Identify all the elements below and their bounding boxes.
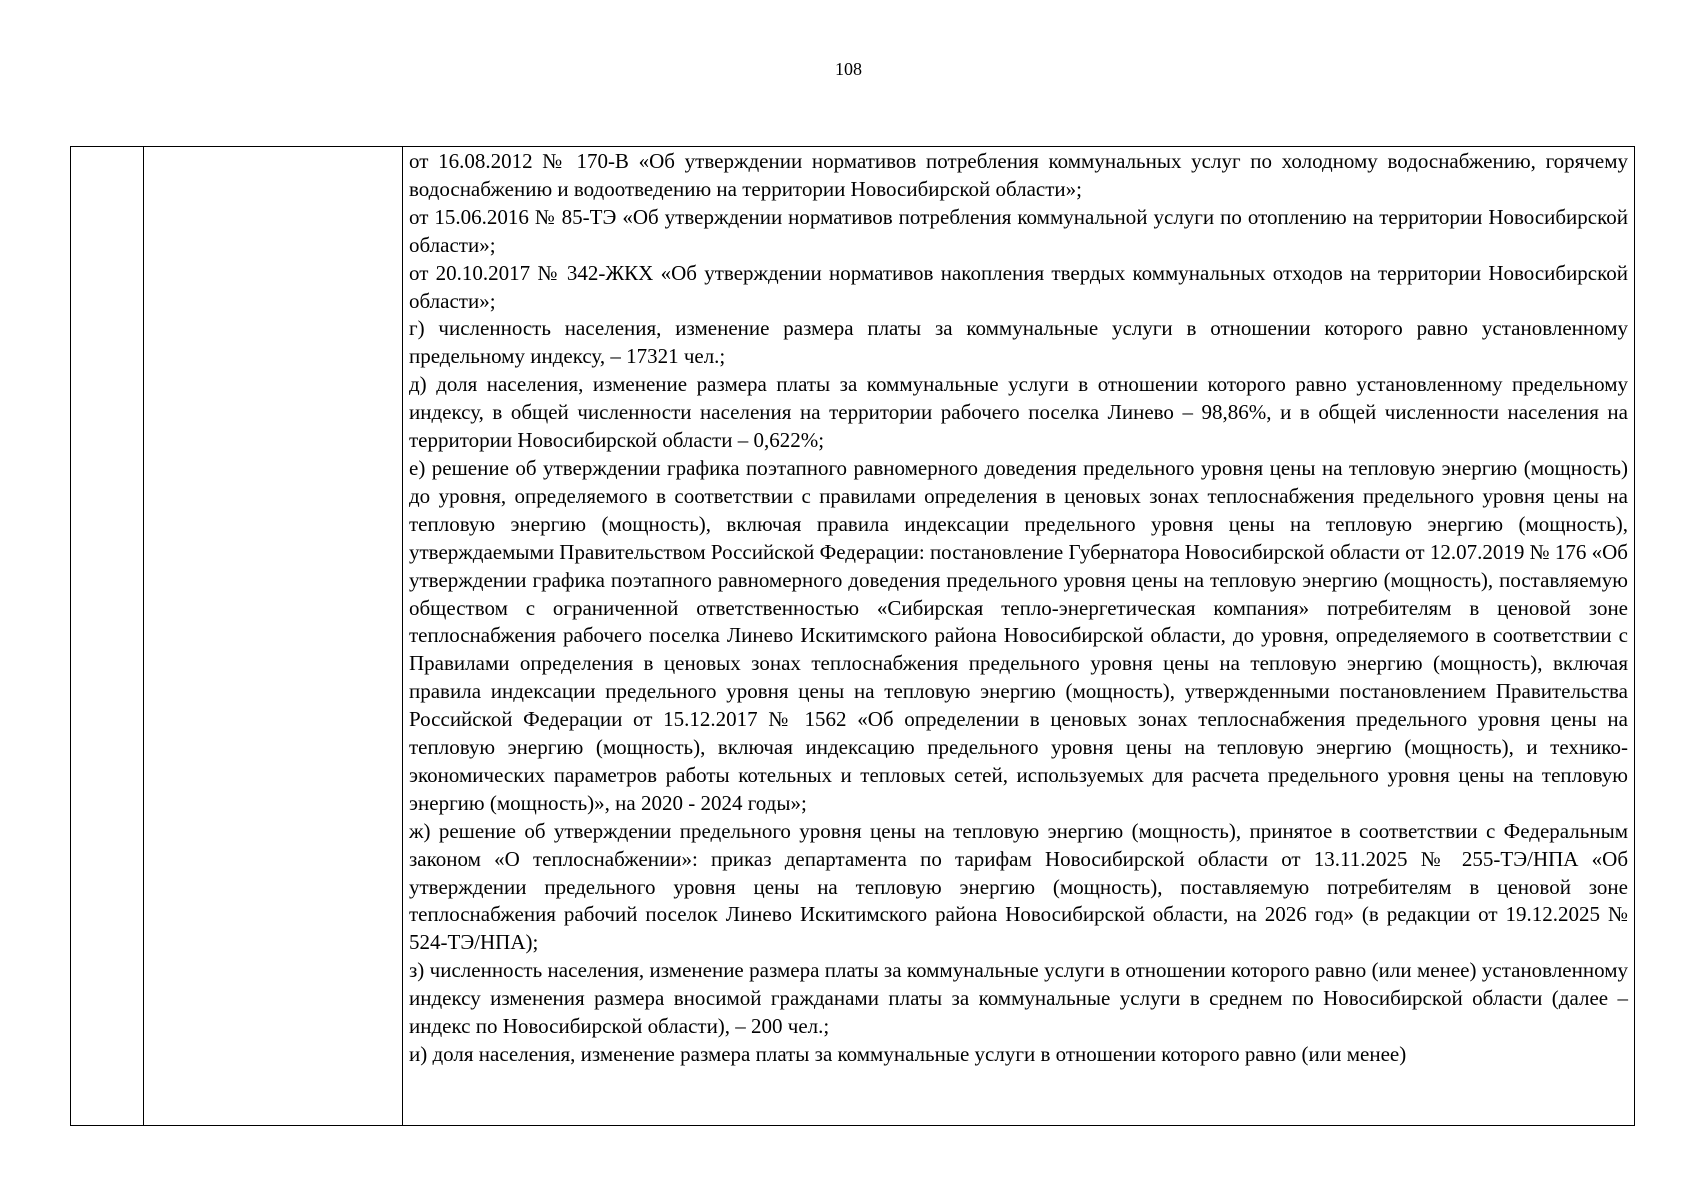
paragraph: г) численность населения, изменение размера платы за коммунальные услуги в отношении которого равно установленному предельному индексу, – 17321 чел.; bbox=[409, 316, 1628, 369]
table-cell-number bbox=[71, 147, 144, 1126]
paragraph: е) решение об утверждении графика поэтапного равномерного доведения предельного уровня цены на тепловую энергию (мощность) до уровня, определяемого в соответствии с правилами определения в ценовых зонах теплоснабжения предельного уровня цены на тепловую энергию (мощность), включая правила индексации предельного уровня цены на тепловую энергию (мощность), утверждаемыми Правительством Российской Федерации: постановление Губернатора Новосибирской области от 12.07.2019 № 176 «Об утверждении графика поэтапного равномерного доведения предельного уровня цены на тепловую энергию (мощность), поставляемую обществом с ограниченной ответственностью «Сибирская тепло-энергетическая компания» потребителям в ценовой зоне теплоснабжения рабочего поселка Линево Искитимского района Новосибирской области, до уровня, определяемого в соответствии с Правилами определения в ценовых зонах теплоснабжения предельного уровня цены на тепловую энергию (мощность), включая правила индексации предельного уровня цены на тепловую энергию (мощность), утвержденными постановлением Правительства Российской Федерации от 15.12.2017 № 1562 «Об определении в ценовых зонах теплоснабжения предельного уровня цены на тепловую энергию (мощность), включая индексацию предельного уровня цены на тепловую энергию (мощность), и технико-экономических параметров работы котельных и тепловых сетей, используемых для расчета предельного уровня цены на тепловую энергию (мощность)», на 2020 - 2024 годы»; bbox=[409, 455, 1628, 815]
table-row bbox=[71, 147, 1635, 1126]
table-cell-content bbox=[403, 147, 1635, 1126]
paragraph: з) численность населения, изменение размера платы за коммунальные услуги в отношении которого равно (или менее) установленному индексу изменения размера вносимой гражданами платы за коммунальные услуги в среднем по Новосибирской области (далее – индекс по Новосибирской области), – 200 чел.; bbox=[409, 958, 1628, 1039]
table-cell-subject bbox=[144, 147, 403, 1126]
page-number: 108 bbox=[835, 59, 862, 79]
paragraph: от 20.10.2017 № 342-ЖКХ «Об утверждении нормативов накопления твердых коммунальных отходов на территории Новосибирской области»; bbox=[409, 260, 1628, 313]
paragraph: от 16.08.2012 № 170-В «Об утверждении нормативов потребления коммунальных услуг по холодному водоснабжению, горячему водоснабжению и водоотведению на территории Новосибирской области»; bbox=[409, 149, 1628, 201]
paragraph: от 15.06.2016 № 85-ТЭ «Об утверждении нормативов потребления коммунальной услуги по отоплению на территории Новосибирской области»; bbox=[409, 204, 1628, 257]
paragraph: д) доля населения, изменение размера платы за коммунальные услуги в отношении которого равно установленному предельному индексу, в общей численности населения на территории рабочего поселка Линево – 98,86%, и в общей численности населения на территории Новосибирской области – 0,622%; bbox=[409, 372, 1628, 453]
content-table bbox=[70, 146, 1635, 1126]
cell-text-block bbox=[403, 147, 1634, 1125]
paragraph: и) доля населения, изменение размера платы за коммунальные услуги в отношении которого равно (или менее) bbox=[409, 1042, 1407, 1066]
paragraph: ж) решение об утверждении предельного уровня цены на тепловую энергию (мощность), принятое в соответствии с Федеральным законом «О теплоснабжении»: приказ департамента по тарифам Новосибирской области от 13.11.2025 № 255-ТЭ/НПА «Об утверждении предельного уровня цены на тепловую энергию (мощность), поставляемую потребителям в ценовой зоне теплоснабжения рабочий поселок Линево Искитимского района Новосибирской области, на 2026 год» (в редакции от 19.12.2025 № 524-ТЭ/НПА); bbox=[409, 818, 1628, 955]
